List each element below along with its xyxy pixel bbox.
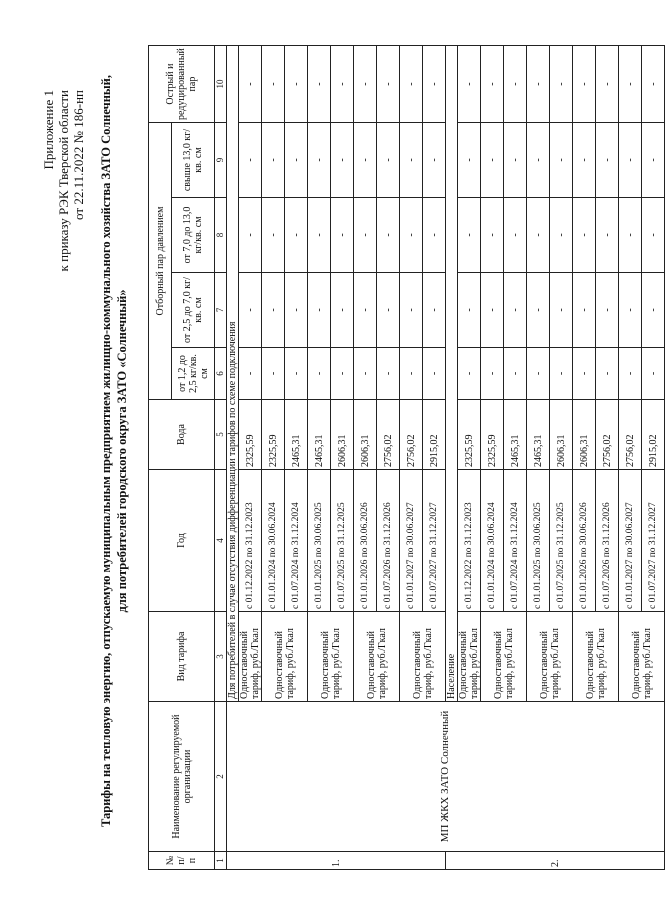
water-tariff: 2606,31 [331,400,354,470]
column-number-row [215,46,227,870]
steam-2-5-7-0: - [377,273,400,348]
tariff-period: с 01.01.2027 по 30.06.2027 [400,470,423,612]
steam-2-5-7-0: - [423,273,446,348]
steam-1-2-2-5: - [573,348,596,400]
steam-over-13-0: - [527,123,550,198]
steam-over-13-0: - [285,123,308,198]
steam-7-0-13-0: - [642,198,665,273]
organization-name: МП ЖКХ ЗАТО Солнечный [227,702,665,852]
steam-over-13-0: - [481,123,504,198]
sharp-steam: - [527,46,550,123]
steam-over-13-0: - [458,123,481,198]
water-tariff: 2325,59 [262,400,285,470]
water-tariff: 2325,59 [458,400,481,470]
steam-1-2-2-5: - [481,348,504,400]
steam-2-5-7-0: - [239,273,262,348]
steam-2-5-7-0: - [527,273,550,348]
steam-1-2-2-5: - [377,348,400,400]
steam-over-13-0: - [423,123,446,198]
col-number: 7 [215,273,227,348]
steam-over-13-0: - [308,123,331,198]
steam-1-2-2-5: - [423,348,446,400]
steam-7-0-13-0: - [458,198,481,273]
sharp-steam: - [285,46,308,123]
header-type: Вид тарифа [149,612,215,702]
tariff-period: с 01.01.2026 по 30.06.2026 [573,470,596,612]
col-number: 6 [215,348,227,400]
tariff-type: Одноставочный тариф, руб./Гкал [527,612,573,702]
sharp-steam: - [331,46,354,123]
col-number: 9 [215,123,227,198]
section-row [227,46,239,870]
sharp-steam: - [239,46,262,123]
steam-1-2-2-5: - [504,348,527,400]
document-subtitle: для потребителей городского округа ЗАТО «Солнечный» [115,289,129,613]
tariff-period: с 01.01.2027 по 30.06.2027 [619,470,642,612]
steam-1-2-2-5: - [642,348,665,400]
section-number: 1. [227,852,446,870]
water-tariff: 2465,31 [527,400,550,470]
sharp-steam: - [400,46,423,123]
steam-over-13-0: - [400,123,423,198]
order-date: от 22.11.2022 № 186-нп [71,90,86,220]
steam-2-5-7-0: - [331,273,354,348]
steam-7-0-13-0: - [481,198,504,273]
water-tariff: 2756,02 [619,400,642,470]
sharp-steam: - [354,46,377,123]
steam-2-5-7-0: - [285,273,308,348]
tariff-period: с 01.07.2026 по 31.12.2026 [377,470,400,612]
steam-7-0-13-0: - [504,198,527,273]
steam-1-2-2-5: - [550,348,573,400]
steam-over-13-0: - [642,123,665,198]
steam-2-5-7-0: - [354,273,377,348]
steam-over-13-0: - [354,123,377,198]
steam-7-0-13-0: - [527,198,550,273]
tariff-type: Одноставочный тариф, руб./Гкал [239,612,262,702]
steam-1-2-2-5: - [285,348,308,400]
water-tariff: 2465,31 [504,400,527,470]
steam-7-0-13-0: - [423,198,446,273]
tariff-type: Одноставочный тариф, руб./Гкал [458,612,481,702]
steam-2-5-7-0: - [550,273,573,348]
water-tariff: 2465,31 [308,400,331,470]
sharp-steam: - [596,46,619,123]
tariff-period: с 01.07.2026 по 31.12.2026 [596,470,619,612]
steam-2-5-7-0: - [573,273,596,348]
water-tariff: 2325,59 [481,400,504,470]
steam-over-13-0: - [619,123,642,198]
col-number: 10 [215,46,227,123]
steam-7-0-13-0: - [308,198,331,273]
steam-over-13-0: - [550,123,573,198]
tariff-period: с 01.01.2024 по 30.06.2024 [481,470,504,612]
water-tariff: 2606,31 [354,400,377,470]
water-tariff: 2756,02 [596,400,619,470]
steam-2-5-7-0: - [481,273,504,348]
water-tariff: 2915,02 [423,400,446,470]
steam-1-2-2-5: - [354,348,377,400]
steam-7-0-13-0: - [331,198,354,273]
tariff-period: с 01.07.2027 по 31.12.2027 [423,470,446,612]
water-tariff: 2325,59 [239,400,262,470]
tariff-period: с 01.07.2027 по 31.12.2027 [642,470,665,612]
steam-2-5-7-0: - [642,273,665,348]
header-steam-group: Отборный пар давлением [149,123,172,400]
col-number: 2 [215,702,227,852]
tariff-type: Одноставочный тариф, руб./Гкал [573,612,619,702]
sharp-steam: - [550,46,573,123]
steam-7-0-13-0: - [354,198,377,273]
tariff-type: Одноставочный тариф, руб./Гкал [400,612,446,702]
header-sharp-steam: Острый и редуцированный пар [149,46,215,123]
tariff-period: с 01.07.2025 по 31.12.2025 [550,470,573,612]
steam-2-5-7-0: - [504,273,527,348]
header-org: Наименование регулируемой организации [149,702,215,852]
col-number: 4 [215,470,227,612]
steam-over-13-0: - [239,123,262,198]
steam-1-2-2-5: - [308,348,331,400]
tariff-period: с 01.07.2024 по 31.12.2024 [504,470,527,612]
steam-2-5-7-0: - [400,273,423,348]
water-tariff: 2606,31 [573,400,596,470]
sharp-steam: - [642,46,665,123]
sharp-steam: - [308,46,331,123]
steam-2-5-7-0: - [308,273,331,348]
header-water: Вода [149,400,215,470]
steam-over-13-0: - [573,123,596,198]
sharp-steam: - [458,46,481,123]
section-title: Население [446,46,458,702]
steam-1-2-2-5: - [239,348,262,400]
steam-over-13-0: - [262,123,285,198]
col-number: 3 [215,612,227,702]
water-tariff: 2756,02 [400,400,423,470]
sharp-steam: - [423,46,446,123]
steam-2-5-7-0: - [262,273,285,348]
section-title: Для потребителей в случае отсутствия дифференциации тарифов по схеме подключения [227,46,239,702]
water-tariff: 2465,31 [285,400,308,470]
steam-over-13-0: - [596,123,619,198]
steam-7-0-13-0: - [262,198,285,273]
sharp-steam: - [262,46,285,123]
sharp-steam: - [504,46,527,123]
tariff-table-body [149,46,665,870]
steam-7-0-13-0: - [619,198,642,273]
steam-7-0-13-0: - [239,198,262,273]
steam-1-2-2-5: - [458,348,481,400]
header-p4: свыше 13,0 кг/кв. см [172,123,215,198]
tariff-type: Одноставочный тариф, руб./Гкал [308,612,354,702]
table-header-row [149,46,172,870]
steam-7-0-13-0: - [285,198,308,273]
header-p1: от 1,2 до 2,5 кг/кв. см [172,348,215,400]
tariff-type: Одноставочный тариф, руб./Гкал [262,612,308,702]
steam-1-2-2-5: - [619,348,642,400]
tariff-period: с 01.01.2025 по 30.06.2025 [527,470,550,612]
tariff-type: Одноставочный тариф, руб./Гкал [619,612,665,702]
tariff-type: Одноставочный тариф, руб./Гкал [354,612,400,702]
steam-2-5-7-0: - [619,273,642,348]
steam-7-0-13-0: - [596,198,619,273]
tariff-period: с 01.01.2025 по 30.06.2025 [308,470,331,612]
tariff-period: с 01.01.2026 по 30.06.2026 [354,470,377,612]
steam-1-2-2-5: - [331,348,354,400]
steam-1-2-2-5: - [262,348,285,400]
steam-7-0-13-0: - [400,198,423,273]
header-p3: от 7,0 до 13,0 кг/кв. см [172,198,215,273]
appendix-label: Приложение 1 [41,90,56,170]
document-title: Тарифы на тепловую энергию, отпускаемую муниципальным предприятием жилищно-коммунального хозяйства ЗАТО Солнечный, [99,75,113,828]
sharp-steam: - [377,46,400,123]
header-p2: от 2,5 до 7,0 кг/кв. см [172,273,215,348]
steam-over-13-0: - [377,123,400,198]
tariff-table [148,45,665,870]
steam-1-2-2-5: - [400,348,423,400]
sharp-steam: - [573,46,596,123]
steam-7-0-13-0: - [573,198,596,273]
water-tariff: 2756,02 [377,400,400,470]
tariff-type: Одноставочный тариф, руб./Гкал [481,612,527,702]
steam-2-5-7-0: - [458,273,481,348]
steam-1-2-2-5: - [596,348,619,400]
tariff-period: с 01.07.2025 по 31.12.2025 [331,470,354,612]
tariff-period: с 01.12.2022 по 31.12.2023 [239,470,262,612]
steam-over-13-0: - [331,123,354,198]
col-number: 5 [215,400,227,470]
water-tariff: 2606,31 [550,400,573,470]
col-number: 8 [215,198,227,273]
header-num: № п/ п [149,852,215,870]
sharp-steam: - [619,46,642,123]
tariff-period: с 01.07.2024 по 31.12.2024 [285,470,308,612]
tariff-period: с 01.12.2022 по 31.12.2023 [458,470,481,612]
steam-7-0-13-0: - [377,198,400,273]
steam-over-13-0: - [504,123,527,198]
order-reference: к приказу РЭК Тверской области [56,90,71,272]
steam-1-2-2-5: - [527,348,550,400]
steam-2-5-7-0: - [596,273,619,348]
sharp-steam: - [481,46,504,123]
header-year: Год [149,470,215,612]
steam-7-0-13-0: - [550,198,573,273]
water-tariff: 2915,02 [642,400,665,470]
section-number: 2. [446,852,665,870]
col-number: 1 [215,852,227,870]
tariff-period: с 01.01.2024 по 30.06.2024 [262,470,285,612]
